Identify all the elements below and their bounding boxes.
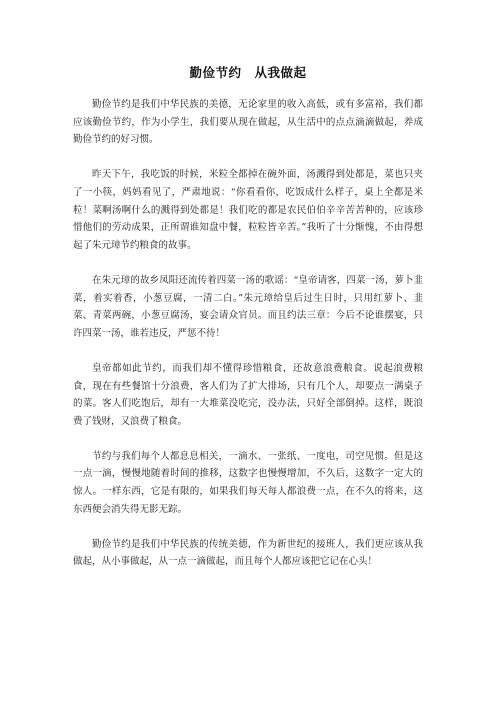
paragraph-5: 节约与我们每个人都息息相关，一滴水、一张纸、一度电，司空见惯。但是这一点一滴，慢慢地随着时间的推移，这数字也慢慢增加，不久后，这数字一定大的惊人。一样东西，它是有限的，如果我们每天每人都浪费一点，在不久的将来，这东西便会消失得无影无踪。 [73, 450, 423, 515]
paragraph-4: 皇帝都如此节约，而我们却不懂得珍惜粮食，还故意浪费粮食。说起浪费粮食，现在有些餐馆十分浪费，客人们为了扩大排场，只有几个人，却要点一满桌子的菜。客人们吃饱后，却有一大堆菜没吃完，没办法，只好全部倒掉。这样，既浪费了钱财，又浪费了粮食。 [73, 362, 423, 427]
paragraph-6: 勤俭节约是我们中华民族的传统美德，作为新世纪的接班人，我们更应该从我做起，从小事做起，从一点一滴做起，而且每个人都应该把它记在心头！ [73, 538, 423, 568]
paragraph-3: 在朱元璋的故乡凤阳还流传着四菜一汤的歌谣：“皇帝请客，四菜一汤，萝卜韭菜，着实着香，小葱豆腐，一清二白。”朱元璋给皇后过生日时，只用红萝卜、韭菜、青菜两碗，小葱豆腐汤，宴会请众官员。而且约法三章：今后不论谁摆宴，只许四菜一汤，谁若违反，严惩不待！ [73, 274, 423, 339]
document-title: 勤俭节约 从我做起 [189, 65, 307, 80]
document-body [73, 96, 423, 589]
paragraph-1: 勤俭节约是我们中华民族的美德，无论家里的收入高低，或有多富裕，我们都应该勤俭节约，作为小学生，我们要从现在做起，从生活中的点点滴滴做起，养成勤俭节约的好习惯。 [73, 99, 423, 146]
paragraph-2: 昨天下午，我吃饭的时候，米粒全都掉在碗外面，汤溅得到处都是，菜也只夹了一小筷，妈妈看见了，严肃地说：“你看看你，吃饭成什么样子，桌上全都是米粒！菜啊汤啊什么的溅得到处都是！我们吃的都是农民伯伯辛辛苦苦种的，应该珍惜他们的劳动成果，正所谓谁知盘中餐，粒粒皆辛苦。”我听了十分惭愧，不由得想起了朱元璋节约粮食的故事。 [73, 169, 423, 251]
